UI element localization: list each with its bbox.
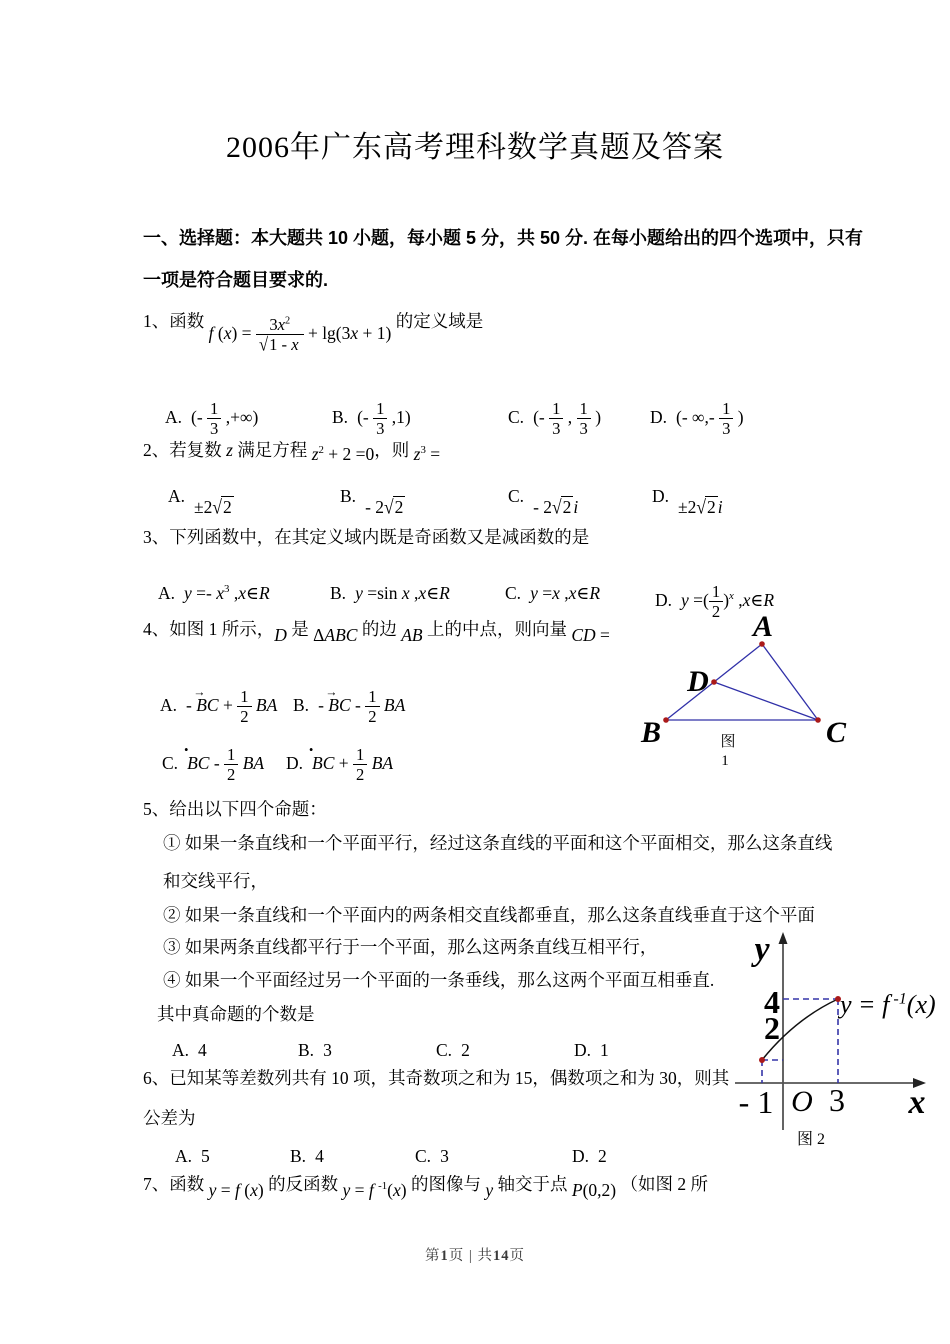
vertex-label-b: B xyxy=(640,716,662,749)
question-2-option-b xyxy=(340,486,405,518)
question-5-item-4: ④ 如果一个平面经过另一个平面的一条垂线，那么这两个平面互相垂直. xyxy=(163,970,715,990)
curve-point-neg1-1 xyxy=(759,1057,765,1063)
question-1-option-b xyxy=(332,400,411,438)
option-label: D. xyxy=(650,406,668,427)
option-label: C. xyxy=(415,1146,432,1166)
vertex-label-a: A xyxy=(752,610,774,643)
question-5-option-a xyxy=(172,1040,207,1061)
question-5-item-1-line1: ① 如果一条直线和一个平面平行，经过这条直线的平面和这个平面相交，那么这条直线 xyxy=(163,833,833,853)
y-axis-arrow xyxy=(779,932,788,944)
x-axis-label: x xyxy=(908,1084,926,1121)
option-label: D. xyxy=(572,1146,590,1166)
option-value: (- ∞,- $\frac{1}{3}$ ) xyxy=(676,399,744,439)
question-5-option-b xyxy=(298,1040,332,1061)
question-2-stem: 2、若复数 z 满足方程 $z^2 + 2 =0$，则 $z^3$ = xyxy=(143,440,441,464)
option-label: B. xyxy=(298,1040,315,1060)
figure-1-caption-number: 1 xyxy=(721,753,729,769)
question-3-stem: 3、下列函数中，在其定义域内既是奇函数又是减函数的是 xyxy=(143,527,590,547)
option-label: A. xyxy=(165,406,183,427)
question-5-item-2: ② 如果一条直线和一个平面内的两条相交直线都垂直，那么这条直线垂直于这个平面 xyxy=(163,905,815,925)
option-label: A. xyxy=(158,583,176,603)
option-value: (- $\frac{1}{3}$ , $\frac{1}{3}$ ) xyxy=(533,399,602,439)
question-5-conclusion: 其中真命题的个数是 xyxy=(157,1004,315,1024)
vertex-dot-b xyxy=(663,717,669,723)
y-tick-4: 4 xyxy=(764,984,780,1020)
question-4-option-a xyxy=(160,688,277,726)
option-value: • BC - $\frac{1}{2}$ BA xyxy=(187,753,264,773)
triangle-median-dc xyxy=(714,682,818,720)
question-6-stem-line1: 6、已知某等差数列共有 10 项，其奇数项之和为 15，偶数项之和为 30，则其 xyxy=(143,1068,730,1088)
section-heading-line2: 一项是符合题目要求的. xyxy=(143,270,328,290)
figure-1-caption-char: 图 xyxy=(720,734,736,750)
option-value: (- $\frac{1}{3}$ ,1) xyxy=(357,399,411,439)
question-6-option-a xyxy=(175,1146,210,1167)
page-title: 2006年广东高考理科数学真题及答案 xyxy=(226,131,724,164)
option-label: C. xyxy=(436,1040,453,1060)
figure-2-graph xyxy=(723,925,950,1170)
figure-1-triangle xyxy=(615,603,880,788)
option-label: D. xyxy=(652,486,670,506)
option-value: • BC + $\frac{1}{2}$ BA xyxy=(312,753,393,773)
section-heading-line1: 一、选择题：本大题共 10 小题，每小题 5 分，共 50 分. 在每小题给出的四个选项中，只有 xyxy=(143,228,864,248)
question-6-option-d xyxy=(572,1146,607,1167)
option-value: - → BC - $\frac{1}{2}$ BA xyxy=(318,695,405,715)
option-value: 3 xyxy=(323,1040,332,1060)
option-value: 2 xyxy=(598,1146,607,1166)
option-value: - 2√2 i xyxy=(533,495,579,519)
question-1-option-c xyxy=(508,400,601,438)
question-4-option-d xyxy=(286,746,393,784)
question-6-option-c xyxy=(415,1146,449,1167)
question-2-option-c xyxy=(508,486,578,518)
question-6-option-b xyxy=(290,1146,324,1167)
option-label: C. xyxy=(505,583,522,603)
question-1-option-d xyxy=(650,400,744,438)
option-value: $y =- x^3$ ,x∈R xyxy=(184,583,270,603)
question-5-option-d xyxy=(574,1040,609,1061)
question-3-option-b xyxy=(330,583,450,604)
option-value: ±2√2 i xyxy=(678,495,723,519)
option-value: 5 xyxy=(201,1146,210,1166)
question-2-option-d xyxy=(652,486,723,518)
question-1-option-a xyxy=(165,400,258,438)
y-axis-label: y xyxy=(754,931,770,968)
question-4-stem: 4、如图 1 所示，D 是 ΔABC 的边 AB 上的中点，则向量 CD = xyxy=(143,619,610,645)
option-label: D. xyxy=(286,752,304,773)
option-value: y =sin x ,x∈R xyxy=(355,583,450,603)
option-label: D. xyxy=(655,589,673,610)
option-label: C. xyxy=(508,406,525,427)
option-value: ±2√2 xyxy=(194,495,232,519)
option-value: y =x ,x∈R xyxy=(530,583,601,603)
figure-2-caption: 图 2 xyxy=(797,1131,826,1148)
option-value: (- $\frac{1}{3}$ ,+∞) xyxy=(191,399,259,439)
option-label: B. xyxy=(330,583,347,603)
vertex-label-c: C xyxy=(825,716,847,749)
triangle-side-ac xyxy=(762,644,818,720)
question-3-option-c xyxy=(505,583,600,604)
question-1-stem: 1、函数 f (x) = $\frac{3x^2}{√1 - x}$ + lg(3x + 1) 的定义域是 xyxy=(143,311,484,356)
option-value: 2 xyxy=(461,1040,470,1060)
option-label: A. xyxy=(160,694,178,715)
question-2-option-a xyxy=(168,486,234,518)
question-5-option-c xyxy=(436,1040,470,1061)
vertex-dot-c xyxy=(815,717,821,723)
question-4-option-b xyxy=(293,688,405,726)
option-label: D. xyxy=(574,1040,592,1060)
origin-label: O xyxy=(791,1085,813,1118)
page-footer: 第1页 | 共14页 xyxy=(425,1248,525,1264)
x-tick-3: 3 xyxy=(829,1082,845,1118)
option-value: 4 xyxy=(315,1146,324,1166)
option-label: B. xyxy=(293,694,310,715)
option-value: - → BC + $\frac{1}{2}$ BA xyxy=(186,695,277,715)
option-label: B. xyxy=(332,406,349,427)
option-label: C. xyxy=(508,486,525,506)
option-value: y =( $\frac{1}{2}$ )$^x$ ,x∈R xyxy=(681,582,775,622)
option-label: C. xyxy=(162,752,179,773)
option-value: - 2√2 xyxy=(365,495,404,519)
y-tick-2: 2 xyxy=(764,1010,780,1046)
option-label: B. xyxy=(340,486,357,506)
x-tick-neg1: - 1 xyxy=(738,1084,774,1120)
question-5-item-3: ③ 如果两条直线都平行于一个平面，那么这两条直线互相平行， xyxy=(163,937,658,957)
option-label: A. xyxy=(175,1146,193,1166)
figure-1-canvas xyxy=(615,603,880,788)
vertex-label-d: D xyxy=(687,665,709,698)
question-6-stem-line2: 公差为 xyxy=(143,1108,196,1128)
option-value: 3 xyxy=(440,1146,449,1166)
option-value: 4 xyxy=(198,1040,207,1060)
option-label: A. xyxy=(172,1040,190,1060)
figure-2-canvas xyxy=(723,925,950,1170)
question-3-option-a xyxy=(158,583,270,604)
option-label: B. xyxy=(290,1146,307,1166)
vertex-dot-d xyxy=(711,679,717,685)
question-5-stem: 5、给出以下四个命题： xyxy=(143,799,327,819)
question-5-item-1-line2: 和交线平行， xyxy=(163,871,268,891)
option-label: A. xyxy=(168,486,186,506)
curve-equation-label: y = f $^{-1}$(x) xyxy=(840,990,936,1019)
question-7-stem: 7、函数 y = f (x) 的反函数 y = f $^{-1}$(x) 的图像与 y 轴交于点 P(0,2) （如图 2 所 xyxy=(143,1174,708,1200)
question-4-option-c xyxy=(162,746,264,784)
option-value: 1 xyxy=(600,1040,609,1060)
